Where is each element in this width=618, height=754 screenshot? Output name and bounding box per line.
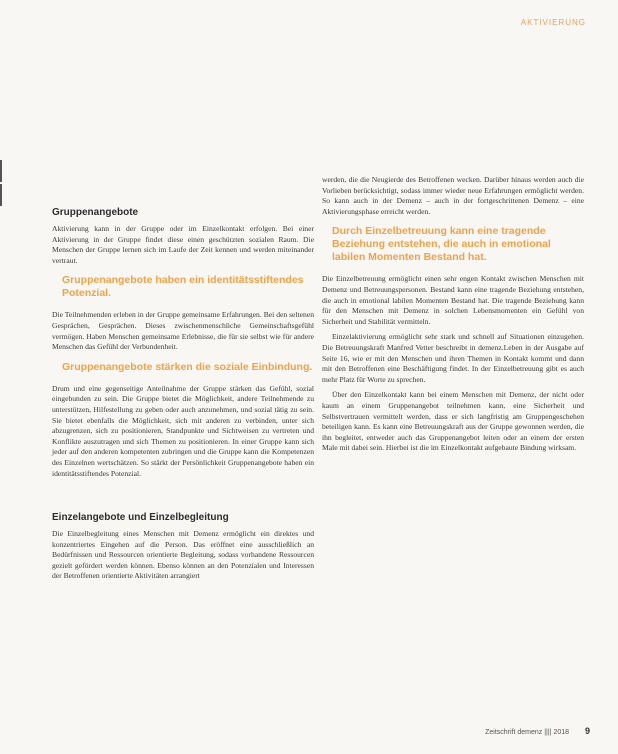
right-column [322,175,584,459]
paragraph: Aktivierung kann in der Gruppe oder im Einzelkontakt erfolgen. Bei einer Aktivierung in der Gruppe findet diese einen geschützten sozialen Raum. Die Menschen der Gruppe lernen sich im Laufe der Zeit kennen und werden miteinander vertraut. [52,224,314,265]
heading-single-offers: Einzelangebote und Einzelbegleitung [52,512,229,524]
heading-group-offers: Gruppenangebote [52,207,139,218]
left-column [52,175,314,587]
paragraph: Drum und eine gegenseitige Anteilnahme der Gruppe stärken das Gefühl, sozial eingebunden zu sein. Die Gruppe bietet die Möglichkeit, andere Teilnehmende zu unterstützen, Hilfestellung zu geben oder auch anzunehmen, und sozial tätig zu sein. Sie bietet ebenfalls die Möglichkeit, sich mit anderen zu verbinden, unter sich abzugrenzen, sich zu positionieren, Standpunkte und Sichtweisen zu vertreten und Konflikte auszutragen und sich Themen zu positionieren. In einer Gruppe kann sich jeder auf den anderen kompetenten zubringen und die Gruppe kann die Kompetenzen des Einzelnen wertschätzen. So stärkt der Persönlichkeit Gruppenangebote haben ein identitätsstiftendes Potenzial. [52,383,314,478]
paragraph: Die Einzelbegleitung eines Menschen mit Demenz ermöglicht ein direktes und konzentriertes Eingehen auf die Person. Das eröffnet eine ausschließlich an Bedürfnissen und Ressourcen orientierte Begleitung, sodass vorhandene Ressourcen gezielt gefördert werden können. Ebenso können an den Potenzialen und Interessen der Betroffenen orientierte Aktivitäten arrangiert [52,529,314,581]
paragraph: Über den Einzelkontakt kann bei einem Menschen mit Demenz, der nicht oder kaum an einem Gruppenangebot teilnehmen kann, eine Sicherheit und Selbstvertrauen vermittelt werden, dass er sich langfristig am Gruppengeschehen beteiligen kann. Es kann eine Betreuungskraft aus der Gruppe gewonnen werden, die ihn begleitet, entweder auch das Gruppenangebot leiten oder an einem der ersten Male mit dabei sein. Hierbei ist die im Einzelkontakt aufgebaute Bindung wirksam. [322,390,584,453]
binder-mark [0,184,2,206]
magazine-name: Zeitschrift demenz [485,729,543,736]
callout-quote: Durch Einzelbetreuung kann eine tragende Beziehung entstehen, die auch in emotional labilen Momenten Bestand hat. [332,225,551,264]
section-label: AKTIVIERUNG [520,18,586,27]
page-footer [485,726,590,736]
paragraph: Einzelaktivierung ermöglicht sehr stark und schnell auf Situationen einzugehen. Die Betreuungskraft Manfred Vetter beschreibt in demenz.Leben in der Ausgabe auf Seite 16, wie er mit den Menschen und ihren Themen in Kontakt kommt und dann mit den Betroffenen eine Beschäftigung findet. In der Einzelbetreuung gibt es auch mehr Platz für Worte zu sprechen. [322,332,584,384]
binder-mark [0,160,2,182]
page-number: 9 [584,726,590,736]
paragraph: Die Einzelbetreuung ermöglicht einen sehr engen Kontakt zwischen Menschen mit Demenz und Betreuungspersonen. Bestand kann eine tragende Beziehung entstehen, die auch in emotional labilen Momenten Bestand hat. Die tragende Beziehung kann für den Menschen mit Demenz in solchen Lebensmomenten ein Gefühl von Sicherheit und Stabilität vermitteln. [322,274,584,326]
callout-quote: Gruppenangebote haben ein identitätsstiftendes Potenzial. [62,274,304,300]
paragraph: werden, die die Neugierde des Betroffenen wecken. Darüber hinaus werden auch die Vorlieben berücksichtigt, sodass immer wieder neue Erfahrungen ermöglicht werden. So kann auch in der Demenz – auch in der fortgeschrittenen Demenz – eine Aktivierungsphase erreicht werden. [322,175,584,216]
paragraph: Die Teilnehmenden erleben in der Gruppe gemeinsame Erfahrungen. Bei den seltenen Gesprächen, Gesprächen. Dieses zwischenmenschliche Gemeinschaftsgefühl vermögen. Haben Menschen gemeinsame Erlebnisse, die für sie selbst wie für andere Menschen das Gefühl der Verbundenheit. [52,310,314,352]
issue-label: |||| 2018 [544,729,570,736]
callout-quote: Gruppenangebote stärken die soziale Einbindung. [62,360,313,373]
